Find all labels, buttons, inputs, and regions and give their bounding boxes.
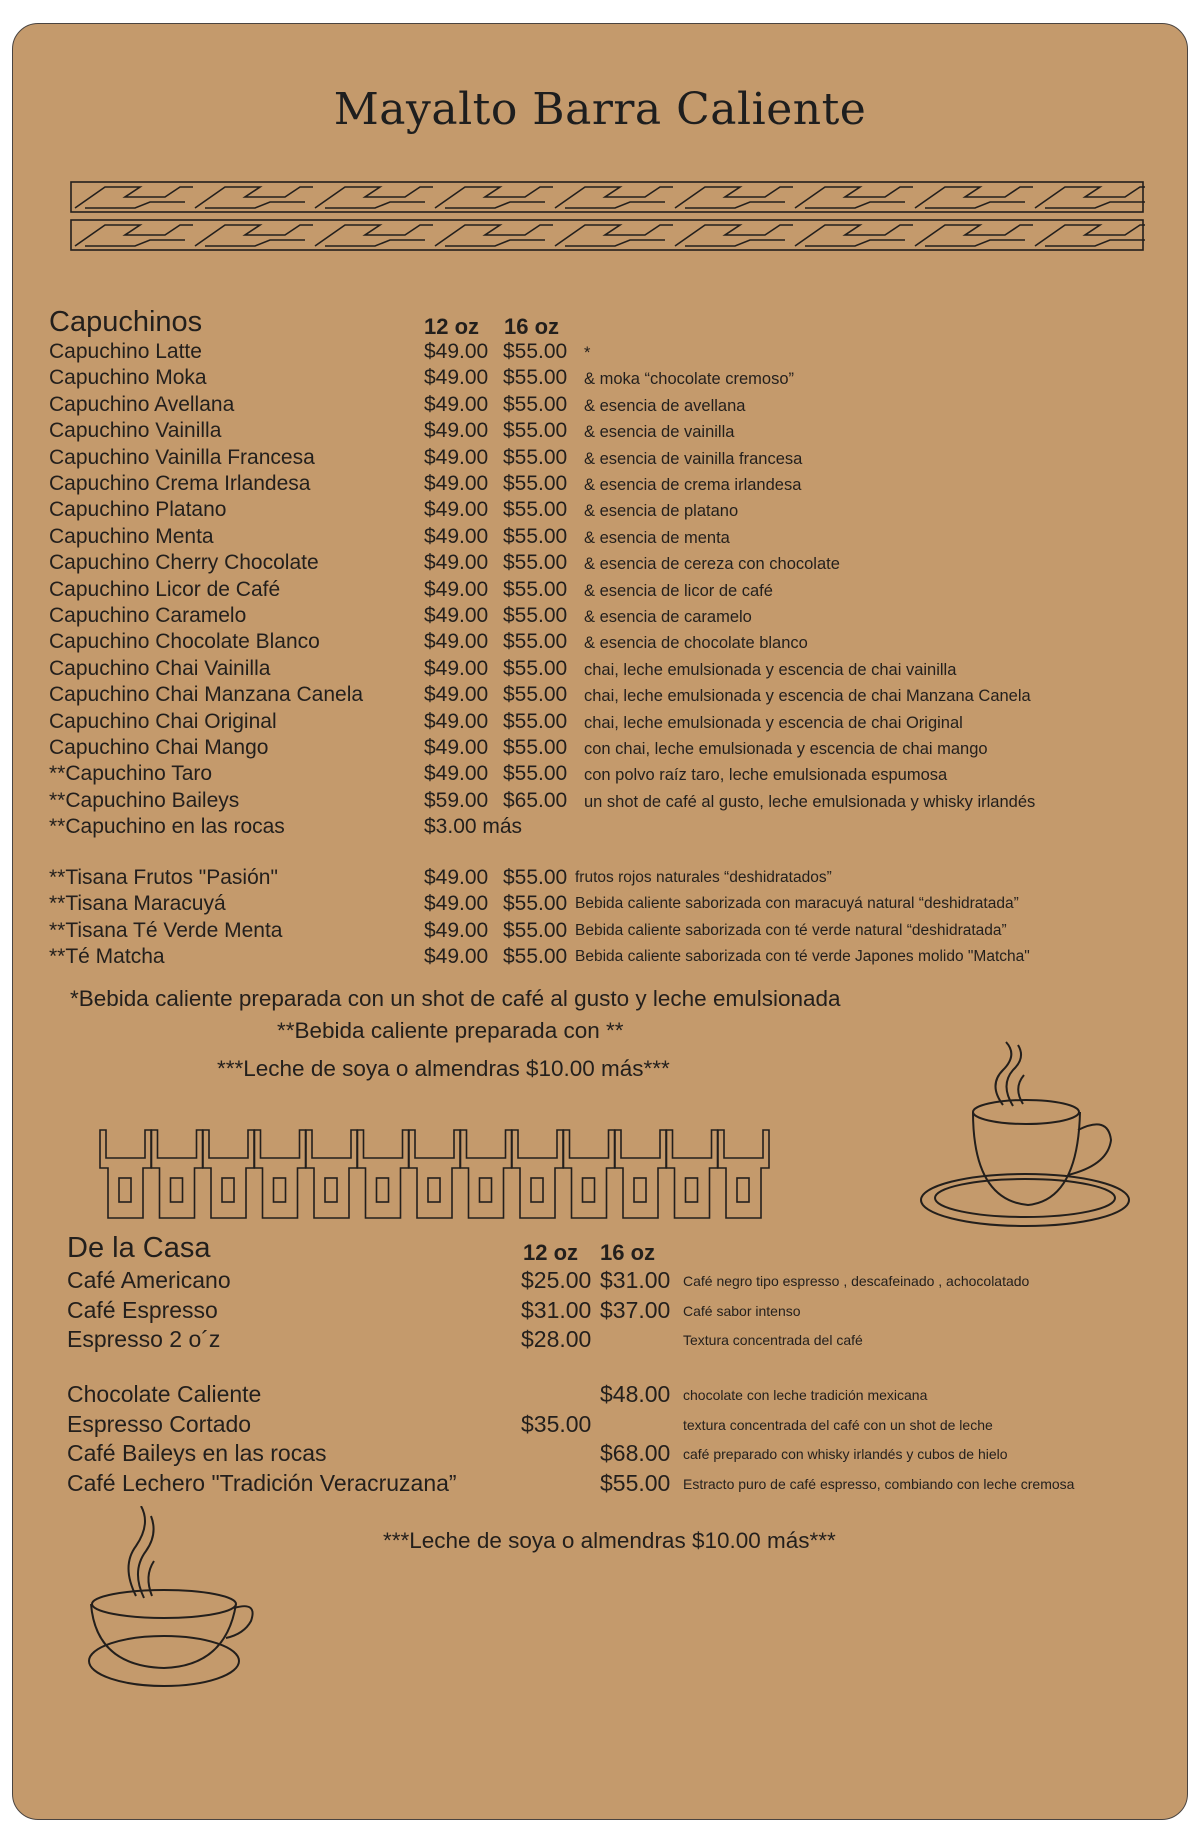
item-name: Café Espresso [67,1296,218,1323]
item-description: & esencia de vainilla francesa [584,449,803,468]
price-12oz: $49.00 [424,551,489,575]
item-description: con polvo raíz taro, leche emulsionada espumosa [584,766,948,785]
price-16oz: $55.00 [503,604,568,627]
item-description: & esencia de chocolate blanco [584,634,808,653]
casa-footnote-milk: ***Leche de soya o almendras $10.00 más*** [383,1528,836,1553]
coffee-cup-icon-small [86,1506,256,1691]
capuchinos-heading: Capuchinos [49,306,203,338]
item-description: Café sabor intenso [683,1302,801,1319]
menu-item-row [0,393,1200,419]
price-16oz: $55.00 [503,683,568,707]
item-description: Textura concentrada del café [683,1332,863,1348]
item-name: **Capuchino Baileys [49,788,240,812]
price-16oz: $55.00 [503,630,568,654]
price-12oz: $49.00 [424,736,489,759]
item-name: **Tisana Té Verde Menta [49,918,283,942]
item-name: Capuchino Chai Original [49,709,277,733]
price-12oz: $49.00 [424,683,489,707]
item-description: Bebida caliente saborizada con té verde natural “deshidratada” [575,921,1007,939]
item-description: chai, leche emulsionada y escencia de chai Manzana Canela [584,687,1031,706]
menu-item-row [0,892,1200,918]
price-16oz: $55.00 [600,1469,671,1496]
item-name: Capuchino Caramelo [49,604,247,627]
footnote-double: **Bebida caliente preparada con ** [277,1018,624,1043]
price-12oz: $49.00 [424,866,489,889]
item-description: chai, leche emulsionada y escencia de chai vainilla [584,660,957,679]
item-description: & moka “chocolate cremoso” [584,370,794,389]
footnote-milk: ***Leche de soya o almendras $10.00 más*** [217,1056,670,1081]
price-12oz: $59.00 [424,788,489,812]
price-16oz: $55.00 [503,866,568,889]
item-description: & esencia de cereza con chocolate [584,555,840,574]
menu-item-row [0,866,1200,892]
item-name: Capuchino Chocolate Blanco [49,630,320,654]
price-16oz: $55.00 [503,472,568,495]
item-description: con chai, leche emulsionada y escencia de chai mango [584,740,988,758]
price-12oz: $49.00 [424,892,489,916]
casa-size-12oz-label: 12 oz [523,1240,579,1265]
price-12oz: $49.00 [424,419,489,443]
item-description: * [584,344,591,362]
item-name: Café Baileys en las rocas [67,1440,327,1466]
casa-heading: De la Casa [67,1232,211,1264]
menu-item-row [0,1440,1200,1469]
price-12oz: $49.00 [424,604,489,627]
price-16oz: $55.00 [503,551,568,575]
item-description: & esencia de crema irlandesa [584,476,802,494]
price-16oz: $55.00 [503,577,568,601]
item-name: Capuchino Cherry Chocolate [49,551,319,575]
price-16oz: $55.00 [503,656,568,680]
item-description: & esencia de licor de café [584,581,773,600]
item-name: Capuchino Crema Irlandesa [49,472,311,495]
item-name: Capuchino Platano [49,498,227,522]
menu-item-row [0,446,1200,472]
item-name: Café Lechero "Tradición Veracruzana” [67,1469,457,1496]
price-16oz: $55.00 [503,366,568,390]
item-name: Capuchino Chai Manzana Canela [49,683,364,707]
menu-item-row [0,498,1200,524]
footnote-single: *Bebida caliente preparada con un shot de café al gusto y leche emulsionada [70,986,841,1011]
item-name: **Té Matcha [49,945,165,969]
item-description: Estracto puro de café espresso, combiando con leche cremosa [683,1475,1075,1492]
item-description: un shot de café al gusto, leche emulsionada y whisky irlandés [584,792,1036,811]
menu-item-row [0,366,1200,392]
item-name: Capuchino Vainilla [49,419,222,443]
item-description: frutos rojos naturales “deshidratados” [575,869,832,886]
menu-item-row [0,1267,1200,1296]
price-12oz: $49.00 [424,445,489,469]
price-16oz: $55.00 [503,892,568,916]
item-name: **Capuchino en las rocas [49,815,285,839]
menu-item-row [0,657,1200,683]
price-12oz: $49.00 [424,630,489,654]
menu-item-row [0,736,1200,762]
menu-item-row [0,578,1200,604]
size-16oz-label: 16 oz [504,314,560,339]
menu-item-row [0,683,1200,709]
item-description: Bebida caliente saborizada con maracuyá natural “deshidratada” [575,895,1019,913]
price-16oz: $55.00 [503,340,568,363]
price-16oz: $55.00 [503,709,568,733]
menu-item-row [0,945,1200,971]
price-12oz: $25.00 [521,1267,592,1293]
menu-item-row [0,472,1200,498]
item-description: & esencia de vainilla [584,423,735,442]
menu-item-row [0,1297,1200,1326]
item-description: textura concentrada del café con un shot de leche [683,1416,993,1433]
price-16oz: $55.00 [503,419,568,443]
size-12oz-label: 12 oz [424,314,480,339]
price-12oz: $49.00 [424,472,489,495]
price-12oz: $49.00 [424,656,489,680]
price-16oz: $31.00 [600,1267,671,1293]
menu-item-row [0,551,1200,577]
item-description: & esencia de avellana [584,396,746,415]
price-12oz: $49.00 [424,945,489,969]
menu-item-row [0,1470,1200,1499]
price-16oz: $37.00 [600,1296,671,1323]
menu-item-row [0,815,1200,841]
item-description: café preparado con whisky irlandés y cubos de hielo [683,1446,1008,1462]
item-description: chocolate con leche tradición mexicana [683,1387,928,1403]
menu-item-row [0,1326,1200,1355]
item-name: Capuchino Moka [49,366,207,390]
item-name: **Capuchino Taro [49,762,213,786]
price-12oz: $49.00 [424,392,489,416]
menu-item-row [0,419,1200,445]
menu-item-row [0,762,1200,788]
price-12oz: $49.00 [424,918,489,942]
item-name: Capuchino Licor de Café [49,577,281,601]
item-name: Capuchino Chai Vainilla [49,656,271,680]
menu-item-row [0,1411,1200,1440]
price-12oz: $49.00 [424,340,489,363]
price-16oz: $55.00 [503,736,568,759]
item-name: **Tisana Maracuyá [49,892,226,916]
price-16oz: $55.00 [503,762,568,786]
price-12oz: $49.00 [424,524,489,548]
item-name: Capuchino Vainilla Francesa [49,445,315,469]
item-name: **Tisana Frutos "Pasión" [49,866,278,889]
price-12oz: $3.00 más [424,815,523,839]
item-name: Capuchino Menta [49,524,214,548]
item-description: chai, leche emulsionada y escencia de chai Original [584,713,963,732]
item-name: Espresso 2 o´z [67,1326,221,1352]
item-name: Café Americano [67,1267,231,1293]
price-12oz: $35.00 [521,1410,592,1437]
item-name: Espresso Cortado [67,1410,252,1437]
item-description: Café negro tipo espresso , descafeinado , achocolatado [683,1273,1030,1289]
menu-item-row [0,340,1200,366]
price-12oz: $49.00 [424,577,489,601]
maya-border-middle [98,1128,770,1222]
menu-item-row [0,630,1200,656]
price-12oz: $49.00 [424,366,489,390]
price-16oz: $55.00 [503,445,568,469]
price-12oz: $49.00 [424,709,489,733]
item-description: & esencia de menta [584,528,730,547]
item-description: & esencia de caramelo [584,608,752,626]
casa-size-16oz-label: 16 oz [600,1240,656,1265]
item-name: Capuchino Latte [49,340,202,363]
price-16oz: $55.00 [503,918,568,942]
price-16oz: $55.00 [503,945,568,969]
coffee-cup-icon [918,1040,1133,1235]
menu-item-row [0,1381,1200,1410]
item-name: Chocolate Caliente [67,1381,262,1407]
price-16oz: $55.00 [503,524,568,548]
price-16oz: $55.00 [503,498,568,522]
price-16oz: $68.00 [600,1440,671,1466]
menu-item-row [0,919,1200,945]
item-name: Capuchino Chai Mango [49,736,269,759]
item-description: Bebida caliente saborizada con té verde Japones molido "Matcha" [575,948,1030,966]
menu-item-row [0,604,1200,630]
price-12oz: $28.00 [521,1326,592,1352]
price-12oz: $49.00 [424,762,489,786]
price-16oz: $48.00 [600,1381,671,1407]
maya-border-top [70,180,1145,254]
menu-item-row [0,789,1200,815]
menu-title: Mayalto Barra Caliente [333,84,867,135]
item-name: Capuchino Avellana [49,392,235,416]
menu-item-row [0,525,1200,551]
price-16oz: $65.00 [503,788,568,812]
menu-item-row [0,710,1200,736]
price-12oz: $31.00 [521,1296,592,1323]
price-16oz: $55.00 [503,392,568,416]
item-description: & esencia de platano [584,502,739,521]
price-12oz: $49.00 [424,498,489,522]
